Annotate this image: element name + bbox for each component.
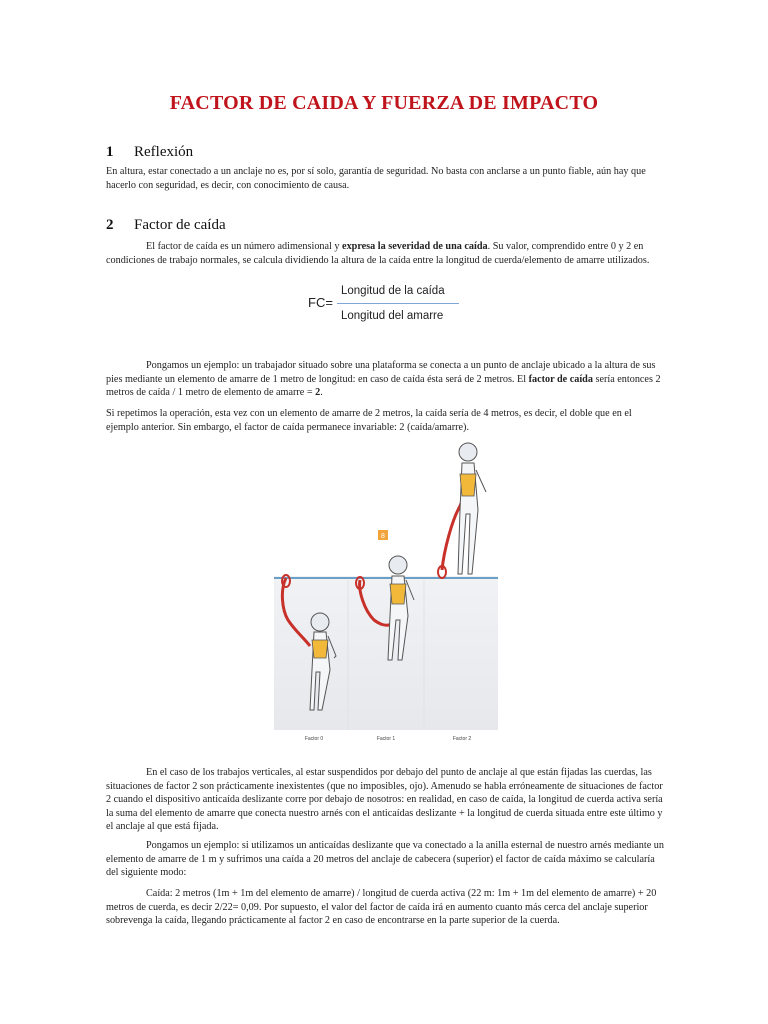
formula-fraction-line: [337, 303, 459, 304]
figure-label-factor-1: Factor 1: [376, 736, 396, 742]
example-1-result: 2: [315, 387, 321, 398]
section-1-paragraph: En altura, estar conectado a un anclaje no es, por sí solo, garantía de seguridad. No basta con anclarse a un punto fiable, aún hay que hacerlo con seguridad, es decir, con conocimiento de causa.: [106, 166, 646, 191]
section-2-text-bold: expresa la severidad de una caída: [342, 241, 488, 252]
section-2-text-a: El factor de caída es un número adimensional y: [146, 241, 343, 252]
calculation-paragraph: Caída: 2 metros (1m + 1m del elemento de amarre) / longitud de cuerda activa (22 m: 1m + 1m del elemento de amarre) + 20 metros de cuerda, es decir 2/22= 0,09. Por supuesto, el valor del factor de caída irá en aumento cuanto más cerca del anclaje superior sobrevenga la caída, llegando prácticamente al factor 2 en caso de encontrarse en la parte superior de la cuerda.: [106, 888, 657, 926]
example-1-bold: factor de caída: [528, 373, 593, 385]
section-1-title: Reflexión: [134, 144, 194, 160]
formula-lhs: FC=: [308, 295, 333, 310]
example-1-paragraph: [106, 359, 666, 400]
fall-factor-illustration: [274, 440, 498, 746]
figure-label-factor-2: Factor 2: [452, 736, 472, 742]
example-2-paragraph: Si repetimos la operación, esta vez con un elemento de amarre de 2 metros, la caída sería de 4 metros, es decir, el doble que en el ejemplo anterior. Sin embargo, el factor de caída permanece invariable: 2 (caída/amarre).: [106, 408, 632, 433]
section-1-number: 1: [106, 144, 114, 160]
example-1-text-a: Pongamos un ejemplo: un trabajador situado sobre una plataforma se conecta a un punto de anclaje ubicado a la altura de sus pies mediante un elemento de amarre de 1 metro de longitud: en caso de caída ésta será de 2 metros. El: [106, 360, 656, 385]
section-2-heading: [106, 217, 226, 234]
figure-label-factor-0: Factor 0: [304, 736, 324, 742]
example-1-text-c: sería entonces 2 metros de caída / 1 metro de elemento de amarre =: [106, 373, 661, 398]
section-2-text-c: . Su valor, comprendido entre 0 y 2 en condiciones de trabajo normales, se calcula dividiendo la altura de la caída entre la longitud de cuerda/elemento de amarre utilizados.: [106, 241, 650, 266]
vertical-work-paragraph: En el caso de los trabajos verticales, al estar suspendidos por debajo del punto de anclaje al que están fijadas las cuerdas, las situaciones de factor 2 son prácticamente inexistentes (que no imposibles, ojo). Amenudo se habla erróneamente de situaciones de factor 2 cuando el dispositivo anticaída deslizante corre por debajo de nosotros: en realidad, en caso de caída, la longitud de cuerda activa sería la suma del elemento de amarre que conecta nuestro arnés con el anticaídas deslizante + la longitud de cuerda situada entre este último y el anclaje al que está fijada.: [106, 767, 663, 832]
fall-factor-diagram: [274, 440, 498, 746]
fall-factor-formula: [300, 282, 480, 332]
figure-badge-label: 8: [381, 533, 385, 540]
section-2-number: 2: [106, 217, 114, 233]
example-3-paragraph: Pongamos un ejemplo: si utilizamos un anticaídas deslizante que va conectado a la anilla esternal de nuestro arnés mediante un elemento de amarre de 1 m y sufrimos una caída a 20 metros del anclaje de cabecera (superior) el factor de caída máximo se calcularía del siguiente modo:: [106, 840, 664, 878]
example-1-text-e: .: [320, 387, 323, 398]
section-2-title: Factor de caída: [134, 217, 226, 233]
formula-numerator: Longitud de la caída: [341, 285, 445, 297]
formula-denominator: Longitud del amarre: [341, 310, 444, 322]
section-2-paragraph: [106, 240, 666, 267]
section-1-heading: [106, 144, 193, 161]
page-title: FACTOR DE CAIDA Y FUERZA DE IMPACTO: [169, 92, 599, 114]
